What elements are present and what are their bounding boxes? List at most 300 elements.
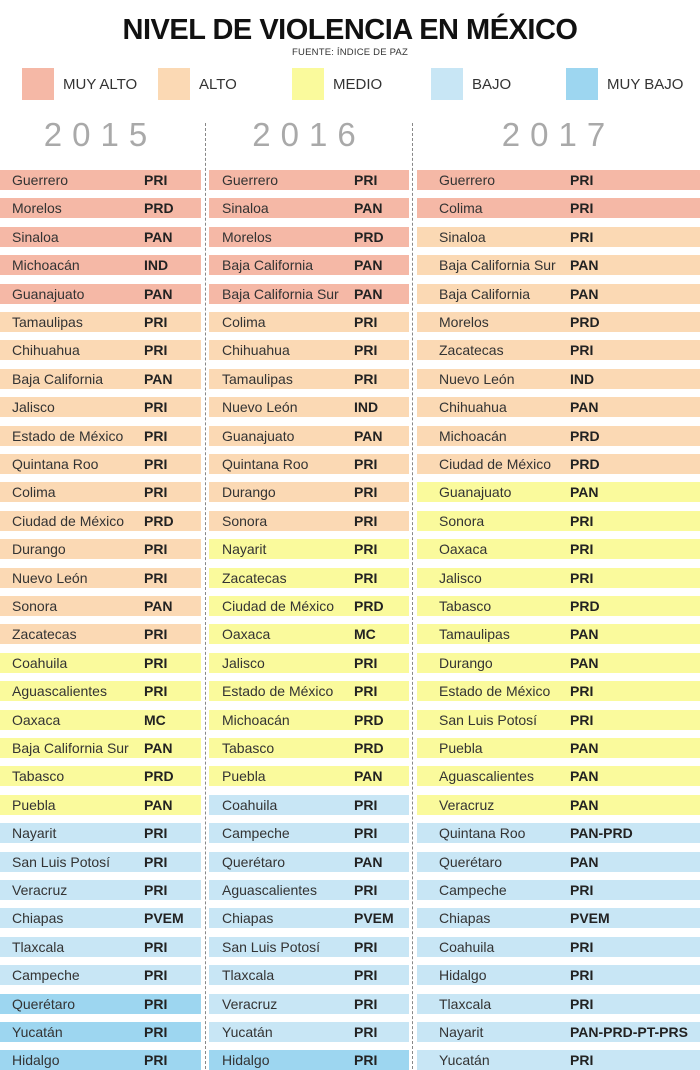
- table-row: [0, 1050, 201, 1070]
- state-name: Michoacán: [222, 712, 290, 728]
- state-name: Puebla: [12, 797, 56, 813]
- table-row: [0, 994, 201, 1014]
- party-label: PRI: [570, 683, 594, 699]
- party-label: PRI: [570, 172, 594, 188]
- year-heading-2015: 2015: [43, 116, 158, 153]
- legend-item-bajo: [431, 68, 511, 100]
- party-label: PVEM: [570, 910, 610, 926]
- party-label: PRI: [144, 541, 168, 557]
- table-row: [417, 284, 700, 304]
- party-label: PRI: [354, 939, 378, 955]
- table-row: [0, 880, 201, 900]
- table-row: [0, 511, 201, 531]
- state-name: Querétaro: [439, 854, 503, 870]
- party-label: PAN: [144, 371, 173, 387]
- state-name: Guerrero: [439, 172, 496, 188]
- party-label: PRI: [354, 513, 378, 529]
- state-name: Sinaloa: [12, 229, 59, 245]
- table-row: [417, 397, 700, 417]
- party-label: PRD: [144, 200, 174, 216]
- state-name: Morelos: [222, 229, 272, 245]
- state-name: Quintana Roo: [12, 456, 99, 472]
- table-row: [417, 994, 700, 1014]
- party-label: PAN: [570, 286, 599, 302]
- party-label: PAN-PRD: [570, 825, 633, 841]
- party-label: PRI: [354, 1052, 378, 1068]
- party-label: PRI: [144, 172, 168, 188]
- year-heading-2016: 2016: [252, 116, 366, 153]
- table-row: [209, 994, 409, 1014]
- party-label: PRD: [570, 456, 600, 472]
- state-name: Veracruz: [439, 797, 495, 813]
- legend-item-medio: [292, 68, 382, 100]
- party-label: PAN: [144, 286, 173, 302]
- state-name: Tabasco: [439, 598, 492, 614]
- table-row: [209, 539, 409, 559]
- table-row: [0, 454, 201, 474]
- table-row: [209, 369, 409, 389]
- party-label: PRI: [570, 1052, 594, 1068]
- legend-item-alto: [158, 68, 237, 100]
- state-name: Morelos: [439, 314, 489, 330]
- table-row: [417, 568, 700, 588]
- state-name: Sonora: [222, 513, 268, 529]
- table-row: [0, 227, 201, 247]
- party-label: PRD: [570, 428, 600, 444]
- state-name: Baja California Sur: [12, 740, 129, 756]
- table-row: [209, 1022, 409, 1042]
- table-row: [0, 624, 201, 644]
- table-row: [417, 852, 700, 872]
- state-name: Baja California Sur: [439, 257, 556, 273]
- party-label: PRD: [570, 314, 600, 330]
- state-name: Sinaloa: [439, 229, 486, 245]
- state-name: Jalisco: [439, 570, 482, 586]
- state-name: Querétaro: [12, 996, 76, 1012]
- state-name: Veracruz: [222, 996, 278, 1012]
- table-row: [417, 653, 700, 673]
- table-row: [0, 653, 201, 673]
- state-name: Tlaxcala: [12, 939, 65, 955]
- party-label: PRI: [354, 655, 378, 671]
- state-name: Yucatán: [439, 1052, 490, 1068]
- table-row: [0, 568, 201, 588]
- party-label: PRI: [570, 570, 594, 586]
- legend-label: ALTO: [199, 75, 237, 93]
- party-label: PAN: [144, 740, 173, 756]
- party-label: PRD: [570, 598, 600, 614]
- legend-swatch: [292, 68, 324, 100]
- table-row: [0, 369, 201, 389]
- table-row: [0, 482, 201, 502]
- table-row: [0, 965, 201, 985]
- state-name: Aguascalientes: [439, 768, 534, 784]
- party-label: PAN: [354, 428, 383, 444]
- party-label: PRI: [354, 967, 378, 983]
- party-label: PAN: [570, 655, 599, 671]
- party-label: PRI: [354, 342, 378, 358]
- state-name: Chiapas: [222, 910, 274, 926]
- state-name: Puebla: [439, 740, 483, 756]
- column-divider: [412, 123, 413, 1069]
- legend-swatch: [566, 68, 598, 100]
- party-label: PAN: [144, 598, 173, 614]
- table-row: [417, 1022, 700, 1042]
- table-row: [417, 766, 700, 786]
- legend-label: MUY BAJO: [607, 75, 684, 93]
- state-name: Durango: [439, 655, 493, 671]
- table-row: [417, 227, 700, 247]
- table-row: [0, 198, 201, 218]
- legend-label: MEDIO: [333, 75, 383, 93]
- party-label: PRI: [144, 854, 168, 870]
- party-label: PRI: [144, 882, 168, 898]
- party-label: PRI: [570, 996, 594, 1012]
- state-name: Guanajuato: [222, 428, 295, 444]
- table-row: [417, 198, 700, 218]
- table-row: [209, 823, 409, 843]
- table-row: [209, 908, 409, 928]
- state-name: Quintana Roo: [222, 456, 309, 472]
- state-name: Oaxaca: [12, 712, 61, 728]
- table-row: [0, 340, 201, 360]
- state-name: Tabasco: [12, 768, 65, 784]
- party-label: PVEM: [144, 910, 184, 926]
- table-row: [417, 937, 700, 957]
- state-name: Nuevo León: [12, 570, 88, 586]
- state-name: Sinaloa: [222, 200, 269, 216]
- state-name: Ciudad de México: [222, 598, 335, 614]
- state-name: Zacatecas: [222, 570, 287, 586]
- state-name: Tamaulipas: [439, 626, 510, 642]
- party-label: PRD: [354, 598, 384, 614]
- party-label: PRI: [144, 939, 168, 955]
- party-label: PRD: [354, 740, 384, 756]
- party-label: MC: [354, 626, 376, 642]
- party-label: PRI: [144, 484, 168, 500]
- table-row: [209, 738, 409, 758]
- party-label: PRI: [570, 712, 594, 728]
- party-label: PAN: [570, 768, 599, 784]
- state-name: Baja California Sur: [222, 286, 339, 302]
- state-name: Durango: [12, 541, 66, 557]
- table-row: [209, 596, 409, 616]
- table-row: [0, 937, 201, 957]
- party-label: PRI: [570, 200, 594, 216]
- table-row: [417, 823, 700, 843]
- table-row: [209, 198, 409, 218]
- party-label: PRD: [354, 229, 384, 245]
- table-row: [209, 710, 409, 730]
- state-name: Campeche: [222, 825, 290, 841]
- party-label: PRI: [144, 967, 168, 983]
- state-name: Sonora: [12, 598, 58, 614]
- table-row: [417, 340, 700, 360]
- party-label: PRI: [354, 797, 378, 813]
- state-name: Colima: [12, 484, 56, 500]
- party-label: PAN: [570, 399, 599, 415]
- party-label: IND: [570, 371, 595, 387]
- state-name: Tlaxcala: [439, 996, 492, 1012]
- table-row: [209, 255, 409, 275]
- state-name: Hidalgo: [439, 967, 487, 983]
- state-name: Colima: [222, 314, 266, 330]
- state-name: Coahuila: [439, 939, 495, 955]
- legend-item-muy-bajo: [566, 68, 683, 100]
- party-label: PRI: [144, 399, 168, 415]
- table-row: [0, 397, 201, 417]
- party-label: PAN: [354, 200, 383, 216]
- party-label: PRI: [144, 683, 168, 699]
- table-row: [0, 681, 201, 701]
- legend-swatch: [158, 68, 190, 100]
- party-label: PRI: [144, 825, 168, 841]
- party-label: PRI: [144, 342, 168, 358]
- state-name: Baja California: [12, 371, 104, 387]
- table-row: [0, 539, 201, 559]
- party-label: PAN: [354, 854, 383, 870]
- state-name: Hidalgo: [222, 1052, 270, 1068]
- state-name: Yucatán: [222, 1024, 273, 1040]
- state-name: Nayarit: [222, 541, 267, 557]
- state-name: Ciudad de México: [12, 513, 125, 529]
- party-label: PRI: [354, 570, 378, 586]
- party-label: PRI: [354, 484, 378, 500]
- party-label: PRI: [570, 939, 594, 955]
- table-row: [417, 539, 700, 559]
- state-name: Hidalgo: [12, 1052, 60, 1068]
- state-name: Tamaulipas: [12, 314, 83, 330]
- table-row: [209, 880, 409, 900]
- party-label: PRI: [570, 229, 594, 245]
- party-label: PRI: [354, 172, 378, 188]
- party-label: PAN: [354, 257, 383, 273]
- party-label: PRI: [570, 541, 594, 557]
- party-label: PRI: [354, 683, 378, 699]
- source-note: FUENTE: ÍNDICE DE PAZ: [292, 47, 408, 58]
- state-name: Guanajuato: [12, 286, 85, 302]
- table-row: [0, 908, 201, 928]
- party-label: PRI: [570, 342, 594, 358]
- table-row: [417, 369, 700, 389]
- state-name: San Luis Potosí: [222, 939, 321, 955]
- table-row: [209, 284, 409, 304]
- legend-label: MUY ALTO: [63, 75, 138, 93]
- table-row: [209, 312, 409, 332]
- state-name: Baja California: [439, 286, 531, 302]
- table-row: [417, 681, 700, 701]
- page-title: NIVEL DE VIOLENCIA EN MÉXICO: [122, 14, 578, 46]
- legend-label: BAJO: [472, 75, 512, 93]
- state-name: Aguascalientes: [12, 683, 107, 699]
- party-label: PAN: [570, 797, 599, 813]
- state-name: Baja California: [222, 257, 314, 273]
- party-label: PRI: [570, 967, 594, 983]
- party-label: PVEM: [354, 910, 394, 926]
- state-name: Colima: [439, 200, 483, 216]
- column-divider: [205, 123, 206, 1069]
- table-row: [417, 908, 700, 928]
- party-label: PRD: [144, 768, 174, 784]
- state-name: Tabasco: [222, 740, 275, 756]
- party-label: PAN-PRD-PT-PRS: [570, 1024, 688, 1040]
- state-name: Aguascalientes: [222, 882, 317, 898]
- state-name: Zacatecas: [12, 626, 77, 642]
- party-label: PAN: [570, 626, 599, 642]
- party-label: IND: [144, 257, 169, 273]
- party-label: PRI: [354, 1024, 378, 1040]
- table-row: [209, 482, 409, 502]
- party-label: PAN: [354, 768, 383, 784]
- party-label: PRI: [354, 456, 378, 472]
- party-label: PRI: [570, 882, 594, 898]
- table-row: [417, 738, 700, 758]
- table-row: [417, 454, 700, 474]
- table-row: [0, 426, 201, 446]
- table-row: [0, 170, 201, 190]
- state-name: Michoacán: [439, 428, 507, 444]
- table-row: [0, 738, 201, 758]
- state-name: Oaxaca: [439, 541, 488, 557]
- party-label: MC: [144, 712, 166, 728]
- table-row: [209, 681, 409, 701]
- state-name: Nayarit: [439, 1024, 484, 1040]
- state-name: Nayarit: [12, 825, 57, 841]
- table-row: [209, 937, 409, 957]
- party-label: PAN: [570, 257, 599, 273]
- state-name: Guerrero: [12, 172, 69, 188]
- state-name: Campeche: [12, 967, 80, 983]
- table-row: [0, 795, 201, 815]
- party-label: PRI: [354, 996, 378, 1012]
- table-row: [0, 255, 201, 275]
- state-name: Sonora: [439, 513, 485, 529]
- party-label: PRI: [354, 314, 378, 330]
- party-label: PRI: [144, 996, 168, 1012]
- party-label: PRI: [144, 655, 168, 671]
- state-name: Tlaxcala: [222, 967, 275, 983]
- state-name: Chiapas: [439, 910, 491, 926]
- party-label: PRI: [570, 513, 594, 529]
- table-row: [417, 624, 700, 644]
- state-name: Chiapas: [12, 910, 64, 926]
- state-name: Puebla: [222, 768, 266, 784]
- party-label: PRD: [354, 712, 384, 728]
- legend: [0, 68, 700, 102]
- table-row: [209, 511, 409, 531]
- state-name: Michoacán: [12, 257, 80, 273]
- state-name: San Luis Potosí: [439, 712, 538, 728]
- party-label: PAN: [570, 484, 599, 500]
- table-row: [0, 852, 201, 872]
- table-row: [417, 880, 700, 900]
- state-name: Coahuila: [12, 655, 68, 671]
- state-name: Quintana Roo: [439, 825, 526, 841]
- table-row: [417, 312, 700, 332]
- table-row: [209, 653, 409, 673]
- table-row: [417, 710, 700, 730]
- state-name: Veracruz: [12, 882, 68, 898]
- state-name: Morelos: [12, 200, 62, 216]
- party-label: PAN: [570, 740, 599, 756]
- state-name: Ciudad de México: [439, 456, 552, 472]
- state-name: Zacatecas: [439, 342, 504, 358]
- state-name: Estado de México: [12, 428, 124, 444]
- table-row: [0, 1022, 201, 1042]
- table-row: [0, 823, 201, 843]
- table-row: [417, 426, 700, 446]
- table-row: [417, 255, 700, 275]
- table-row: [209, 426, 409, 446]
- table-row: [209, 1050, 409, 1070]
- table-row: [209, 170, 409, 190]
- state-name: Jalisco: [12, 399, 55, 415]
- table-row: [417, 511, 700, 531]
- table-row: [417, 596, 700, 616]
- state-name: Estado de México: [222, 683, 334, 699]
- state-name: Guanajuato: [439, 484, 512, 500]
- state-name: Guerrero: [222, 172, 279, 188]
- party-label: PRI: [144, 626, 168, 642]
- table-row: [0, 284, 201, 304]
- state-name: Nuevo León: [439, 371, 515, 387]
- table-row: [209, 397, 409, 417]
- party-label: PRI: [144, 1052, 168, 1068]
- legend-item-muy-alto: [22, 68, 137, 100]
- state-name: Yucatán: [12, 1024, 63, 1040]
- state-name: San Luis Potosí: [12, 854, 111, 870]
- table-row: [0, 312, 201, 332]
- table-row: [209, 965, 409, 985]
- party-label: PAN: [144, 797, 173, 813]
- party-label: PRI: [354, 371, 378, 387]
- state-name: Oaxaca: [222, 626, 271, 642]
- party-label: PRI: [354, 541, 378, 557]
- state-name: Chihuahua: [222, 342, 290, 358]
- table-row: [209, 766, 409, 786]
- party-label: PRI: [144, 570, 168, 586]
- state-name: Campeche: [439, 882, 507, 898]
- party-label: PRI: [144, 314, 168, 330]
- table-row: [0, 596, 201, 616]
- party-label: PAN: [354, 286, 383, 302]
- party-label: PRI: [144, 456, 168, 472]
- table-row: [417, 1050, 700, 1070]
- state-name: Estado de México: [439, 683, 551, 699]
- table-row: [209, 454, 409, 474]
- legend-swatch: [22, 68, 54, 100]
- table-row: [0, 766, 201, 786]
- table-row: [0, 710, 201, 730]
- table-row: [417, 482, 700, 502]
- state-name: Tamaulipas: [222, 371, 293, 387]
- party-label: PRI: [144, 1024, 168, 1040]
- table-row: [417, 795, 700, 815]
- state-name: Querétaro: [222, 854, 286, 870]
- party-label: PAN: [144, 229, 173, 245]
- party-label: PRD: [144, 513, 174, 529]
- table-row: [417, 170, 700, 190]
- table-row: [209, 227, 409, 247]
- state-name: Jalisco: [222, 655, 265, 671]
- table-row: [209, 624, 409, 644]
- party-label: PRI: [354, 825, 378, 841]
- table-row: [209, 568, 409, 588]
- party-label: PRI: [354, 882, 378, 898]
- table-row: [209, 852, 409, 872]
- party-label: PAN: [570, 854, 599, 870]
- state-name: Chihuahua: [439, 399, 507, 415]
